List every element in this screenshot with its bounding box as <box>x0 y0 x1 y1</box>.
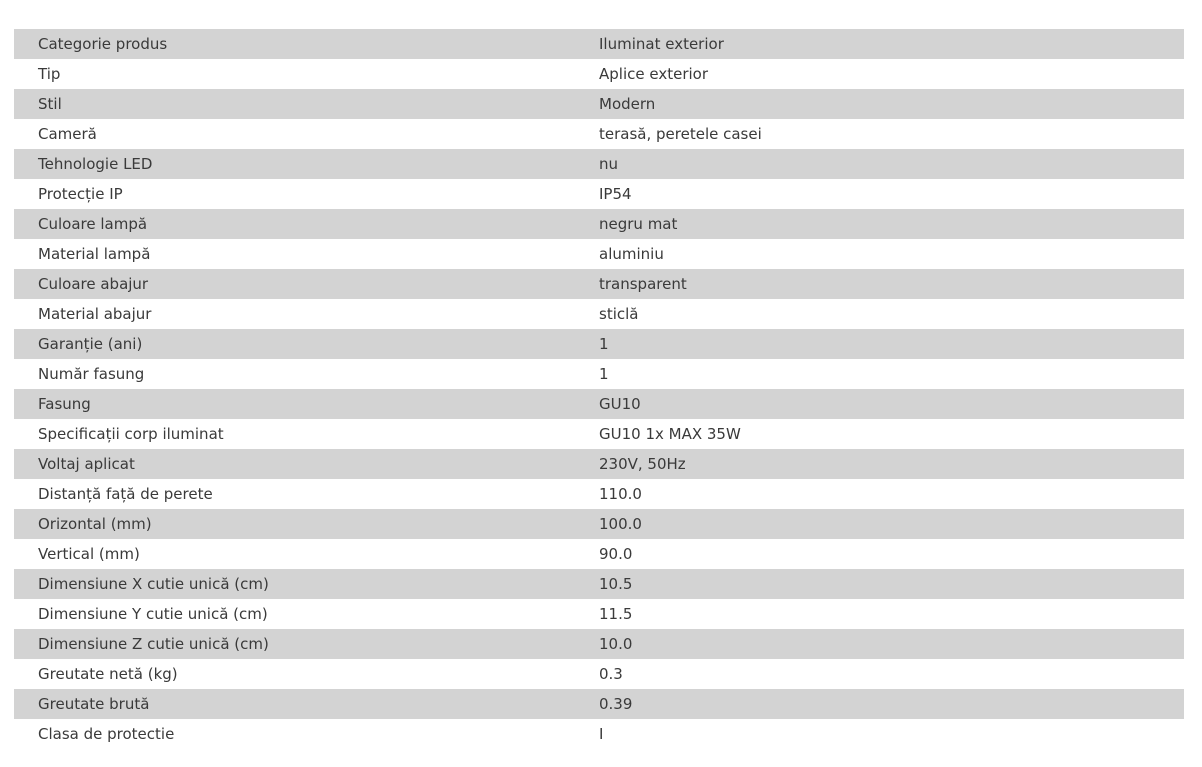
spec-label: Protecție IP <box>38 185 123 203</box>
spec-row <box>14 209 1184 239</box>
spec-value: 90.0 <box>599 545 633 563</box>
spec-label: Distanță față de perete <box>38 485 213 503</box>
spec-label: Număr fasung <box>38 365 145 383</box>
spec-row <box>14 329 1184 359</box>
spec-label: Stil <box>38 95 62 113</box>
spec-row <box>14 599 1184 629</box>
spec-label: Specificații corp iluminat <box>38 425 224 443</box>
spec-value: 100.0 <box>599 515 642 533</box>
spec-value: 0.39 <box>599 695 633 713</box>
spec-row <box>14 719 1184 749</box>
spec-row <box>14 629 1184 659</box>
spec-label: Tehnologie LED <box>38 155 153 173</box>
spec-row <box>14 569 1184 599</box>
spec-value: transparent <box>599 275 687 293</box>
spec-label: Dimensiune X cutie unică (cm) <box>38 575 269 593</box>
spec-row <box>14 179 1184 209</box>
spec-row <box>14 539 1184 569</box>
spec-value: terasă, peretele casei <box>599 125 762 143</box>
spec-value: sticlă <box>599 305 639 323</box>
spec-label: Culoare abajur <box>38 275 149 293</box>
spec-row <box>14 59 1184 89</box>
spec-label: Culoare lampă <box>38 215 148 233</box>
spec-value: 1 <box>599 335 609 353</box>
spec-row <box>14 509 1184 539</box>
spec-row <box>14 419 1184 449</box>
spec-row <box>14 239 1184 269</box>
spec-label: Garanție (ani) <box>38 335 143 353</box>
spec-value: I <box>599 725 604 743</box>
spec-label: Voltaj aplicat <box>38 455 135 473</box>
spec-label: Greutate brută <box>38 695 150 713</box>
spec-label: Vertical (mm) <box>38 545 140 563</box>
spec-row <box>14 479 1184 509</box>
spec-label: Material lampă <box>38 245 151 263</box>
spec-label: Tip <box>38 65 61 83</box>
spec-row <box>14 29 1184 59</box>
spec-value: 11.5 <box>599 605 633 623</box>
spec-value: Iluminat exterior <box>599 35 724 53</box>
spec-row <box>14 269 1184 299</box>
spec-row <box>14 659 1184 689</box>
spec-value: 10.5 <box>599 575 633 593</box>
spec-value: 1 <box>599 365 609 383</box>
spec-row <box>14 149 1184 179</box>
spec-value: 230V, 50Hz <box>599 455 686 473</box>
spec-label: Categorie produs <box>38 35 168 53</box>
spec-label: Cameră <box>38 125 97 143</box>
spec-row <box>14 359 1184 389</box>
spec-row <box>14 299 1184 329</box>
product-spec-table <box>14 29 1184 749</box>
spec-value: aluminiu <box>599 245 664 263</box>
spec-row <box>14 89 1184 119</box>
spec-value: 10.0 <box>599 635 633 653</box>
spec-row <box>14 389 1184 419</box>
spec-value: Modern <box>599 95 656 113</box>
spec-label: Orizontal (mm) <box>38 515 152 533</box>
spec-value: 0.3 <box>599 665 623 683</box>
spec-row <box>14 449 1184 479</box>
spec-value: 110.0 <box>599 485 642 503</box>
spec-value: negru mat <box>599 215 678 233</box>
spec-value: GU10 1x MAX 35W <box>599 425 741 443</box>
spec-label: Material abajur <box>38 305 152 323</box>
spec-value: Aplice exterior <box>599 65 708 83</box>
spec-label: Fasung <box>38 395 91 413</box>
spec-value: IP54 <box>599 185 632 203</box>
spec-label: Dimensiune Z cutie unică (cm) <box>38 635 269 653</box>
spec-value: nu <box>599 155 619 173</box>
spec-label: Clasa de protectie <box>38 725 175 743</box>
spec-value: GU10 <box>599 395 641 413</box>
spec-label: Dimensiune Y cutie unică (cm) <box>38 605 268 623</box>
spec-row <box>14 119 1184 149</box>
spec-row <box>14 689 1184 719</box>
spec-label: Greutate netă (kg) <box>38 665 178 683</box>
